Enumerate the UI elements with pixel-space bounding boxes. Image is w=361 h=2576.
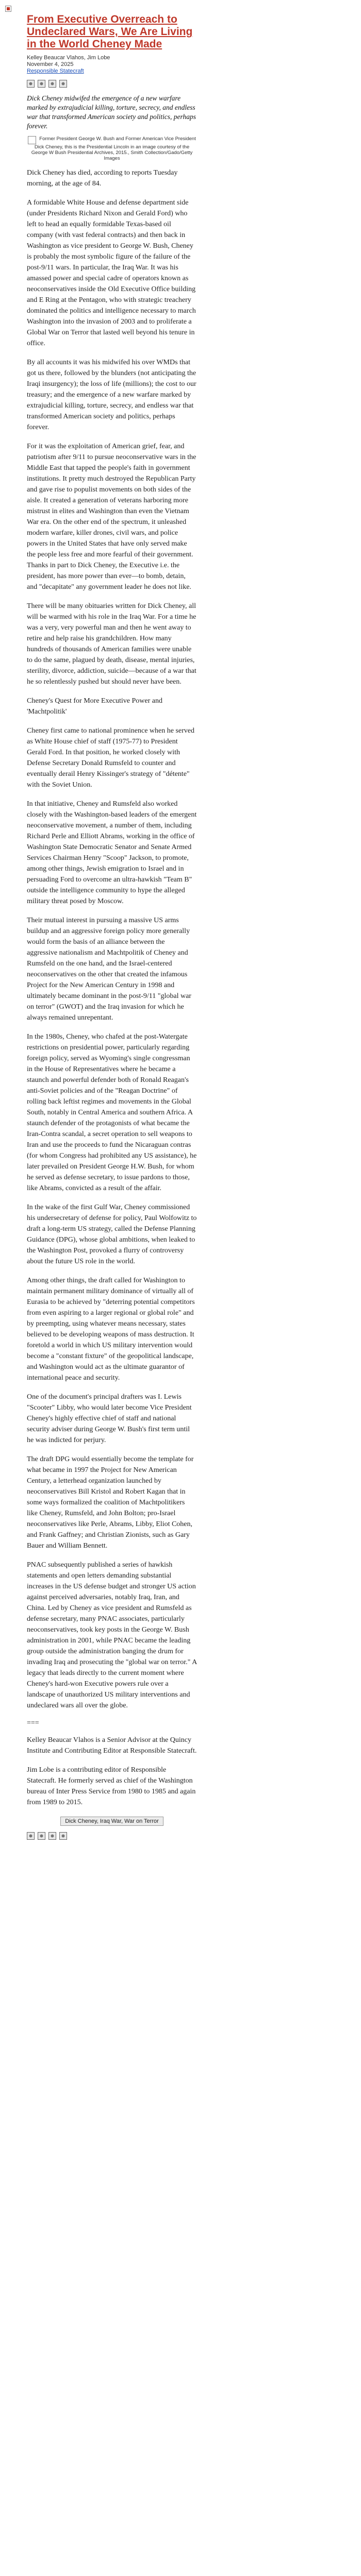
share-bar bbox=[27, 80, 197, 88]
publish-date: November 4, 2025 bbox=[27, 61, 74, 67]
tag-link[interactable]: Dick Cheney, Iraq War, War on Terror bbox=[60, 1817, 163, 1826]
outlet-link[interactable]: Responsible Statecraft bbox=[27, 68, 84, 74]
share-bar-bottom bbox=[27, 1832, 197, 1840]
paragraph-3: By all accounts it was his midwifed his over WMDs that got us there, followed by the blunders (not anticipating the Iraqi insurgency); the loss of life (millions); the cost to our treasury; and the emergence of a new warfare marked by extrajudicial killing, torture, secrecy, and endless war that transformed American society and politics, perhaps forever. bbox=[27, 359, 196, 431]
article-deck: Dick Cheney midwifed the emergence of a new warfare marked by extrajudicial killing, torture, secrecy, and endless war that transformed American society and politics, perhaps forever. bbox=[27, 94, 196, 130]
paragraph-6: Cheney first came to national prominence when he served as White House chief of staff (1975-77) to President Gerald Ford. In that position, he worked closely with Defense Secretary Donald Rumsfeld to counter and eventually derail Henry Kissinger's strategy of "détente" with the Soviet Union. bbox=[27, 727, 194, 789]
image-icon bbox=[28, 136, 36, 144]
separator: === bbox=[27, 1719, 39, 1727]
share-icon[interactable] bbox=[48, 1832, 56, 1840]
lead-figure bbox=[27, 136, 197, 161]
paragraph-1: Dick Cheney has died, according to reports Tuesday morning, at the age of 84. bbox=[27, 169, 178, 188]
paragraph-10: In the wake of the first Gulf War, Cheney commissioned his undersecretary of defense for policy, Paul Wolfowitz to draft a long-term US strategy, called the Defense Planning Guidance (DPG), whose global ambitions, when leaked to the Washington Post, provoked a flurry of controversy about the future US role in the world. bbox=[27, 1204, 197, 1265]
share-icon[interactable] bbox=[59, 80, 67, 88]
paragraph-7: In that initiative, Cheney and Rumsfeld also worked closely with the Washington-based leaders of the emergent neoconservative movement, a number of them, including Richard Perle and Elliott Abrams, working in the office of Washington State Democratic Senator and Senate Armed Services Chairman Henry "Scoop" Jackson, to promote, among other things, Jewish emigration to Israel and in persuading Ford to overcome an ultra-hawkish "Team B" outside the intelligence community to hype the alleged military threat posed by Moscow. bbox=[27, 800, 197, 905]
byline-block bbox=[27, 55, 197, 75]
share-icon[interactable] bbox=[48, 80, 56, 88]
paragraph-14: PNAC subsequently published a series of hawkish statements and open letters demanding substantial increases in the US defense budget and stronger US action against perceived adversaries, notably Iraq, Iran, and China. Led by Cheney as vice president and Rumsfeld as defense secretary, many PNAC associates, particularly neoconservatives, took key posts in the George W. Bush administration in 2001, while PNAC became the leading group outside the administration banging the drum for invading Iraq and prosecuting the "global war on terror." A legacy that leads directly to the current moment where Cheney's hard-won Executive powers rule over a landscape of unauthorized US military interventions and undeclared wars all over the globe. bbox=[27, 1561, 197, 1709]
paragraph-9: In the 1980s, Cheney, who chafed at the post-Watergate restrictions on presidential power, particularly regarding foreign policy, served as Wyoming's single congressman in the House of Representatives where he became a staunch and powerful defender both of Ronald Reagan's anti-Soviet policies and of the "Reagan Doctrine" of rolling back leftist regimes and movements in the Global South, notably in Central America and southern Africa. A staunch defender of the protagonists of what became the Iran-Contra scandal, a secret operation to sell weapons to Iran and use the proceeds to fund the Nicaraguan contras (for whom Congress had prohibited any US assistance), he later prevailed on President George H.W. Bush, for whom he served as defense secretary, to issue pardons to those, like Abrams, convicted as a result of the affair. bbox=[27, 1033, 197, 1192]
share-icon[interactable] bbox=[38, 80, 45, 88]
article-column bbox=[27, 13, 197, 1846]
paragraph-5: There will be many obituaries written for Dick Cheney, all will be warmed with his role in the Iraq War. For a time he was a very, very powerful man and then he went away to retire and help raise his grandchildren. How many hundreds of thousands of American families were unable to do the same, plagued by death, disease, mental injuries, sterility, divorce, addiction, suicide—because of a war that he so relentlessly pushed but should never have been. bbox=[27, 602, 196, 686]
paragraph-12: One of the document's principal drafters was I. Lewis "Scooter" Libby, who would later become Vice President Cheney's highly effective chief of staff and national security adviser during George W. Bush's first term until he was indicted for perjury. bbox=[27, 1393, 192, 1444]
author-bio-2: Jim Lobe is a contributing editor of Responsible Statecraft. He formerly served as chief of the Washington bureau of Inter Press Service from 1980 to 1985 and again from 1989 to 2015. bbox=[27, 1766, 196, 1806]
image-caption: Former President George W. Bush and Former American Vice President Dick Cheney, this is the Presidential Lincoln in an image courtesy of the George W Bush Presidential Archives, 2015., Smith Collection/Gado/Getty Images bbox=[31, 136, 196, 161]
paragraph-8: Their mutual interest in pursuing a massive US arms buildup and an aggressive foreign policy more generally would form the basis of an alliance between the aggressive nationalism and Machtpolitik of Cheney and Rumsfeld on the one hand, and the Israel-centered neoconservatives on the other that created the infamous Project for the New American Century in 1998 and ultimately became dominant in the post-9/11 "global war on terror" (GWOT) and the Iraq invasion for which he always remained unrepentant. bbox=[27, 917, 191, 1022]
paragraph-2: A formidable White House and defense department side (under Presidents Richard Nixon and Gerald Ford) who left to head an equally formidable Texas-based oil company (with vast federal contracts) and then back in Washington as vice president to George W. Bush, Cheney is probably the most symbolic figure of the failure of the post-9/11 wars. In particular, the Iraq War. It was his amassed power and special cadre of operators known as neoconservatives inside the Old Executive Office building and E Ring at the Pentagon, who with strategic treachery dominated the politics and intelligence necessary to march Washington into the invasion of 2003 and to proliferate a Global War on Terror that lasted well beyond his tenure in office. bbox=[27, 199, 196, 347]
section-subhead: Cheney's Quest for More Executive Power and 'Machtpolitik' bbox=[27, 697, 163, 716]
share-icon[interactable] bbox=[38, 1832, 45, 1840]
share-icon[interactable] bbox=[59, 1832, 67, 1840]
share-icon[interactable] bbox=[27, 1832, 35, 1840]
logo-icon bbox=[5, 5, 11, 11]
paragraph-11: Among other things, the draft called for Washington to maintain permanent military dominance of virtually all of Eurasia to be achieved by "deterring potential competitors from even aspiring to a larger regional or global role" and by preempting, using whatever means necessary, states believed to be developing weapons of mass destruction. It foretold a world in which US military intervention would become a "constant fixture" of the geopolitical landscape, and Washington would act as the ultimate guarantor of international peace and security. bbox=[27, 1277, 195, 1382]
paragraph-4: For it was the exploitation of American grief, fear, and patriotism after 9/11 to pursue neoconservative wars in the Middle East that tapped the people's faith in government institutions. It pretty much destroyed the Republican Party and gave rise to populist movements on both sides of the aisle. It created a generation of veterans harboring more mistrust in elites and Washington than even the Vietnam War era. On the other end of the spectrum, it unleashed modern warfare, killer drones, civil wars, and police powers in the United States that have only served make the people less free and more fearful of their government. Thanks in part to Dick Cheney, the Executive i.e. the president, has more power than ever—to bomb, detain, and "decapitate" any government leader he does not like. bbox=[27, 443, 196, 591]
article-title[interactable]: From Executive Overreach to Undeclared Wars, We Are Living in the World Cheney Made bbox=[27, 13, 193, 50]
authors: Kelley Beaucar Vlahos, Jim Lobe bbox=[27, 55, 110, 61]
paragraph-13: The draft DPG would essentially become the template for what became in 1997 the Project for New American Century, a letterhead organization launched by neoconservatives Bill Kristol and Robert Kagan that in some ways formalized the coalition of Machtpolitikers like Cheney, Rumsfeld, and John Bolton; pro-Israel neoconservatives like Perle, Abrams, Libby, Eliot Cohen, and Frank Gaffney; and Christian Zionists, such as Gary Bauer and William Bennett. bbox=[27, 1455, 194, 1550]
author-bio-1: Kelley Beaucar Vlahos is a Senior Advisor at the Quincy Institute and Contributing Editor at Responsible Statecraft. bbox=[27, 1736, 197, 1755]
share-icon[interactable] bbox=[27, 80, 35, 88]
tag-row bbox=[27, 1816, 197, 1826]
